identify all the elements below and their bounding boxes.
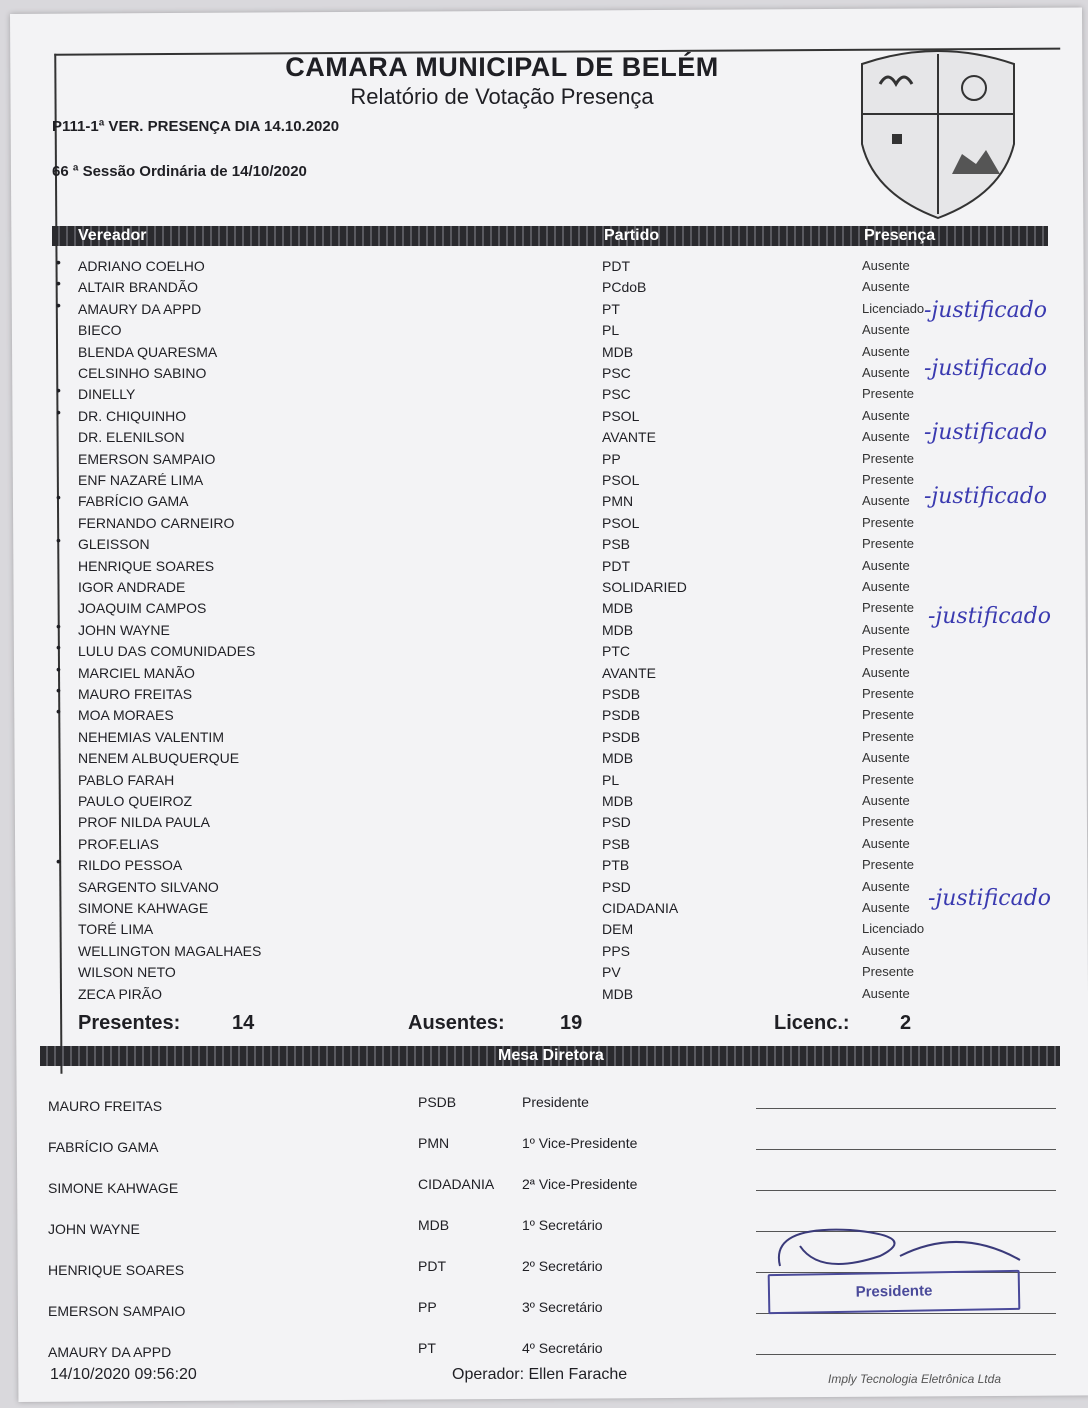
presence-cell: Ausente xyxy=(862,985,910,1001)
session-date: 66 ª Sessão Ordinária de 14/10/2020 xyxy=(52,163,307,180)
coat-of-arms-icon xyxy=(852,44,1024,222)
licenc-value: 2 xyxy=(900,1012,912,1034)
row-mark: • xyxy=(56,275,61,292)
presence-cell: Ausente xyxy=(862,750,910,766)
footer-datetime: 14/10/2020 09:56:20 xyxy=(50,1366,197,1383)
mesa-role: 2ª Vice-Presidente xyxy=(522,1176,638,1192)
vereador-name: IGOR ANDRADE xyxy=(78,579,186,595)
table-row xyxy=(0,793,1088,814)
mesa-role: 3º Secretário xyxy=(522,1299,603,1315)
signature-line xyxy=(756,1190,1056,1191)
footer-vendor: Imply Tecnologia Eletrônica Ltda xyxy=(828,1372,1001,1386)
vereador-name: JOHN WAYNE xyxy=(78,621,170,638)
mesa-party: PP xyxy=(418,1299,437,1315)
vereador-name: NEHEMIAS VALENTIM xyxy=(78,728,224,745)
mesa-header xyxy=(40,1046,1060,1066)
party-cell: MDB xyxy=(602,750,634,767)
mesa-name: SIMONE KAHWAGE xyxy=(48,1180,179,1196)
mesa-name: MAURO FREITAS xyxy=(48,1098,163,1114)
vereador-name: HENRIQUE SOARES xyxy=(78,557,215,574)
row-mark: • xyxy=(56,617,61,634)
ausentes-value: 19 xyxy=(560,1012,583,1034)
presence-cell: Presente xyxy=(862,536,915,552)
mesa-party: MDB xyxy=(418,1217,450,1233)
document-title: CAMARA MUNICIPAL DE BELÉM xyxy=(285,52,719,82)
party-cell: PL xyxy=(602,771,620,788)
party-cell: PSB xyxy=(602,536,631,553)
party-cell: SOLIDARIED xyxy=(602,579,687,595)
table-row xyxy=(0,836,1088,857)
handwritten-note: -justificado xyxy=(924,420,1048,445)
vereador-name: PROF NILDA PAULA xyxy=(78,814,211,831)
vereador-name: PABLO FARAH xyxy=(78,771,175,788)
presence-cell: Ausente xyxy=(862,322,910,338)
party-cell: PTC xyxy=(602,643,630,660)
vereador-name: RILDO PESSOA xyxy=(78,857,183,874)
row-mark: • xyxy=(56,296,61,313)
presidente-stamp: Presidente xyxy=(768,1270,1021,1314)
ausentes-label: Ausentes: xyxy=(408,1012,505,1034)
presence-cell: Ausente xyxy=(862,258,910,273)
party-cell: PSDB xyxy=(602,686,641,702)
presence-cell: Ausente xyxy=(862,835,910,851)
mesa-name: HENRIQUE SOARES xyxy=(48,1262,185,1278)
handwritten-note: -justificado xyxy=(928,886,1052,911)
table-row xyxy=(0,750,1088,771)
table-row xyxy=(0,660,1088,686)
handwritten-note: -justificado xyxy=(924,484,1048,509)
row-mark: • xyxy=(56,254,61,270)
table-row xyxy=(0,814,1088,835)
footer-operator: Operador: Ellen Farache xyxy=(452,1366,628,1383)
presence-cell: Presente xyxy=(862,707,915,723)
vereador-name: DR. CHIQUINHO xyxy=(78,407,187,424)
party-cell: PCdoB xyxy=(602,279,647,296)
licenc-label: Licenc.: xyxy=(774,1012,850,1034)
table-row xyxy=(0,772,1088,793)
presence-cell: Ausente xyxy=(862,579,910,594)
presence-cell: Ausente xyxy=(862,365,910,380)
party-cell: MDB xyxy=(602,985,634,1002)
mesa-role: 1º Vice-Presidente xyxy=(522,1135,638,1151)
party-cell: PPS xyxy=(602,942,631,959)
vereador-name: ZECA PIRÃO xyxy=(78,985,163,1002)
party-cell: MDB xyxy=(602,793,634,809)
party-cell: PSDB xyxy=(602,728,641,745)
mesa-role: 4º Secretário xyxy=(522,1340,603,1356)
vereador-name: SIMONE KAHWAGE xyxy=(78,900,209,916)
vereador-name: GLEISSON xyxy=(78,536,150,553)
party-cell: PDT xyxy=(602,258,630,274)
party-cell: PSC xyxy=(602,386,631,403)
col-vereador: Vereador xyxy=(78,227,147,244)
col-presenca: Presença xyxy=(864,227,936,244)
table-row xyxy=(0,639,1088,664)
session-code: P111-1ª VER. PRESENÇA DIA 14.10.2020 xyxy=(52,118,340,135)
presence-cell: Presente xyxy=(862,472,915,487)
mesa-party: PT xyxy=(418,1340,436,1356)
table-row xyxy=(0,254,1088,279)
presence-cell: Presente xyxy=(862,386,915,402)
document-subtitle: Relatório de Votação Presença xyxy=(350,84,654,109)
presence-cell: Presente xyxy=(862,686,915,701)
mesa-row xyxy=(0,1340,1088,1362)
party-cell: PSC xyxy=(602,365,631,381)
party-cell: PTB xyxy=(602,857,630,874)
presence-cell: Licenciado xyxy=(862,921,925,937)
table-row xyxy=(0,900,1088,921)
table-row xyxy=(0,729,1088,750)
vereador-name: ENF NAZARÉ LIMA xyxy=(78,472,204,488)
party-cell: PSDB xyxy=(602,707,641,724)
table-row xyxy=(0,986,1088,1007)
mesa-row xyxy=(0,1135,1088,1157)
vereador-name: MOA MORAES xyxy=(78,707,174,724)
vereador-name: BLENDA QUARESMA xyxy=(78,343,218,360)
party-cell: PSB xyxy=(602,835,631,852)
presence-cell: Presente xyxy=(862,814,915,830)
presence-cell: Ausente xyxy=(862,343,910,359)
mesa-party: PDT xyxy=(418,1258,446,1274)
party-cell: MDB xyxy=(602,343,634,360)
vereador-name: LULU DAS COMUNIDADES xyxy=(78,643,256,660)
vereador-name: EMERSON SAMPAIO xyxy=(78,450,216,467)
party-cell: PSD xyxy=(602,878,631,895)
row-mark: • xyxy=(56,682,61,698)
party-cell: PMN xyxy=(602,493,634,510)
presence-cell: Ausente xyxy=(862,621,910,637)
presence-cell: Licenciado xyxy=(862,300,925,316)
vereador-name: MAURO FREITAS xyxy=(78,686,193,702)
row-mark: • xyxy=(56,703,61,720)
table-row xyxy=(0,682,1088,707)
vereador-name: MARCIEL MANÃO xyxy=(78,664,195,681)
mesa-name: JOHN WAYNE xyxy=(48,1221,140,1237)
handwritten-note: -justificado xyxy=(924,298,1048,323)
mesa-name: FABRÍCIO GAMA xyxy=(48,1139,159,1155)
mesa-name: AMAURY DA APPD xyxy=(48,1344,172,1360)
table-row xyxy=(0,515,1088,536)
presence-cell: Ausente xyxy=(862,900,910,915)
presence-cell: Ausente xyxy=(862,942,910,958)
vereador-name: AMAURY DA APPD xyxy=(78,300,202,317)
party-cell: PDT xyxy=(602,557,630,574)
vereador-name: JOAQUIM CAMPOS xyxy=(78,600,207,617)
party-cell: AVANTE xyxy=(602,429,656,446)
party-cell: PSOL xyxy=(602,407,640,424)
party-cell: AVANTE xyxy=(602,664,656,681)
party-cell: PP xyxy=(602,450,621,467)
presence-cell: Presente xyxy=(862,728,915,744)
row-mark: • xyxy=(56,639,61,656)
party-cell: PSOL xyxy=(602,514,640,531)
presence-cell: Ausente xyxy=(862,407,910,423)
presence-cell: Ausente xyxy=(862,429,910,445)
signature-line xyxy=(756,1149,1056,1150)
table-header xyxy=(52,226,1048,246)
mesa-role: 1º Secretário xyxy=(522,1217,603,1233)
presence-cell: Ausente xyxy=(862,878,910,894)
mesa-party: PSDB xyxy=(418,1094,457,1110)
vereador-name: FABRÍCIO GAMA xyxy=(78,493,189,510)
row-mark: • xyxy=(56,853,61,870)
presence-cell: Presente xyxy=(862,600,915,616)
table-row xyxy=(0,382,1088,407)
presence-cell: Ausente xyxy=(862,557,910,573)
presence-cell: Ausente xyxy=(862,664,910,680)
presence-cell: Presente xyxy=(862,857,915,873)
mesa-row xyxy=(0,1094,1088,1116)
vereador-name: CELSINHO SABINO xyxy=(78,365,207,381)
table-row xyxy=(0,451,1088,472)
signature-line xyxy=(756,1354,1056,1355)
table-row xyxy=(0,964,1088,985)
mesa-row xyxy=(0,1176,1088,1198)
vereador-name: FERNANDO CARNEIRO xyxy=(78,514,235,531)
col-partido: Partido xyxy=(604,227,660,244)
row-mark: • xyxy=(56,660,61,677)
party-cell: PSOL xyxy=(602,472,640,488)
table-row xyxy=(0,921,1088,942)
vereador-name: NENEM ALBUQUERQUE xyxy=(78,750,240,767)
row-mark: • xyxy=(56,403,61,420)
table-row xyxy=(0,558,1088,579)
presence-cell: Presente xyxy=(862,450,915,466)
vereador-name: ADRIANO COELHO xyxy=(78,258,205,274)
presence-cell: Ausente xyxy=(862,493,910,509)
presentes-value: 14 xyxy=(232,1012,255,1034)
handwritten-note: -justificado xyxy=(924,356,1048,381)
vereador-name: PROF.ELIAS xyxy=(78,835,159,852)
mesa-role: Presidente xyxy=(522,1094,589,1110)
party-cell: CIDADANIA xyxy=(602,900,679,916)
vereador-name: PAULO QUEIROZ xyxy=(78,793,193,809)
table-row xyxy=(0,943,1088,964)
signature-line xyxy=(756,1108,1056,1109)
mesa-title: Mesa Diretora xyxy=(498,1047,604,1064)
table-row xyxy=(0,532,1088,557)
mesa-party: PMN xyxy=(418,1135,450,1151)
party-cell: MDB xyxy=(602,600,634,617)
presence-cell: Presente xyxy=(862,643,915,659)
party-cell: PL xyxy=(602,322,620,339)
party-cell: PV xyxy=(602,964,621,981)
table-row xyxy=(0,600,1088,621)
vereador-name: BIECO xyxy=(78,322,122,339)
party-cell: MDB xyxy=(602,621,634,638)
presence-cell: Presente xyxy=(862,771,915,787)
table-row xyxy=(0,703,1088,728)
party-cell: PT xyxy=(602,300,620,317)
vereador-name: ALTAIR BRANDÃO xyxy=(78,279,199,296)
presence-cell: Presente xyxy=(862,964,915,980)
table-row xyxy=(0,617,1088,643)
table-row xyxy=(0,879,1088,900)
mesa-name: EMERSON SAMPAIO xyxy=(48,1303,186,1319)
presence-cell: Ausente xyxy=(862,279,910,295)
row-mark: • xyxy=(56,532,61,549)
table-row xyxy=(0,579,1088,600)
vereador-name: WELLINGTON MAGALHAES xyxy=(78,942,262,959)
presence-cell: Presente xyxy=(862,514,915,530)
mesa-role: 2º Secretário xyxy=(522,1258,603,1274)
vereador-name: DINELLY xyxy=(78,386,136,403)
handwritten-note: -justificado xyxy=(928,604,1052,629)
vereador-name: SARGENTO SILVANO xyxy=(78,878,219,895)
table-row xyxy=(0,322,1088,343)
mesa-party: CIDADANIA xyxy=(418,1176,495,1192)
row-mark: • xyxy=(56,489,61,506)
row-mark: • xyxy=(56,382,61,399)
presence-cell: Ausente xyxy=(862,793,910,808)
party-cell: DEM xyxy=(602,921,634,938)
party-cell: PSD xyxy=(602,814,631,831)
vereador-name: TORÉ LIMA xyxy=(78,921,154,938)
vereador-name: DR. ELENILSON xyxy=(78,429,185,446)
vereador-name: WILSON NETO xyxy=(78,964,176,981)
table-row xyxy=(0,853,1088,878)
presentes-label: Presentes: xyxy=(78,1012,181,1034)
